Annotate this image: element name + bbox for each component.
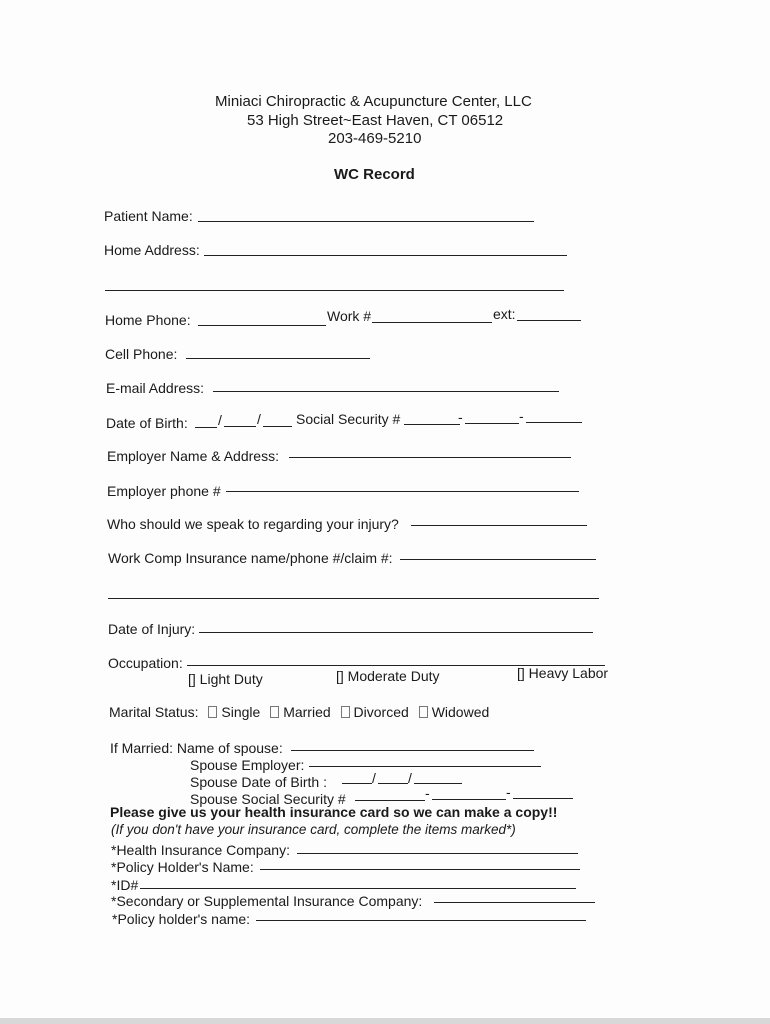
secondary-insurance-label: *Secondary or Supplemental Insurance Company: xyxy=(111,893,423,909)
practice-address: 53 High Street~East Haven, CT 06512 xyxy=(247,112,504,129)
id-number-label: *ID# xyxy=(111,877,139,893)
heavy-labor-option[interactable]: [] Heavy Labor xyxy=(517,665,609,681)
marital-status-label: Marital Status: xyxy=(109,704,199,720)
form-title: WC Record xyxy=(334,166,415,183)
spouse-dob-label: Spouse Date of Birth : xyxy=(190,774,327,790)
spouse-ssn-part2-field[interactable] xyxy=(432,799,506,800)
home-phone-label: Home Phone: xyxy=(105,312,191,328)
spouse-dob-slash-2: / xyxy=(408,770,412,786)
dob-month-field[interactable] xyxy=(195,427,217,428)
married-checkbox[interactable] xyxy=(270,706,279,718)
light-duty-option[interactable]: [] Light Duty xyxy=(188,671,263,687)
scan-bottom-edge xyxy=(0,1018,770,1024)
secondary-insurance-field[interactable] xyxy=(434,902,595,903)
widowed-label: Widowed xyxy=(431,704,490,720)
spouse-ssn-label: Spouse Social Security # xyxy=(190,791,346,807)
policy-holder-name-field[interactable] xyxy=(260,869,580,870)
ssn-dash-1: - xyxy=(458,409,463,425)
insurance-card-note: (If you don't have your insurance card, complete the items marked*) xyxy=(111,822,516,837)
ext-field[interactable] xyxy=(517,320,581,321)
id-number-field[interactable] xyxy=(140,888,576,889)
patient-name-field[interactable] xyxy=(198,221,534,222)
spouse-dob-slash-1: / xyxy=(372,770,376,786)
spouse-name-field[interactable] xyxy=(291,750,534,751)
dob-slash-2: / xyxy=(257,411,261,427)
health-insurance-company-field[interactable] xyxy=(297,853,578,854)
spouse-ssn-part3-field[interactable] xyxy=(513,798,573,799)
work-comp-insurance-label: Work Comp Insurance name/phone #/claim #: xyxy=(108,550,393,566)
dob-label: Date of Birth: xyxy=(106,415,188,431)
spouse-ssn-dash-2: - xyxy=(506,784,511,800)
spouse-dob-day-field[interactable] xyxy=(378,783,408,784)
dob-slash-1: / xyxy=(218,412,222,428)
home-address-field-line2[interactable] xyxy=(105,290,564,291)
ssn-part1-field[interactable] xyxy=(404,424,460,425)
ssn-label: Social Security # xyxy=(296,411,401,427)
health-insurance-company-label: *Health Insurance Company: xyxy=(111,842,290,858)
contact-person-label: Who should we speak to regarding your injury? xyxy=(107,516,399,532)
ext-label: ext: xyxy=(493,306,516,322)
home-phone-field[interactable] xyxy=(198,325,326,326)
divorced-label: Divorced xyxy=(353,704,409,720)
marital-status-row xyxy=(109,704,489,720)
single-label: Single xyxy=(221,704,261,720)
spouse-dob-year-field[interactable] xyxy=(414,783,462,784)
moderate-duty-option[interactable]: [] Moderate Duty xyxy=(336,668,440,684)
ssn-part3-field[interactable] xyxy=(526,422,582,423)
employer-phone-label: Employer phone # xyxy=(107,483,221,499)
work-number-field[interactable] xyxy=(372,322,492,323)
email-field[interactable] xyxy=(213,391,559,392)
spouse-ssn-dash-1: - xyxy=(425,785,430,801)
insurance-card-request: Please give us your health insurance card so we can make a copy!! xyxy=(110,804,558,820)
widowed-checkbox[interactable] xyxy=(419,706,428,718)
cell-phone-label: Cell Phone: xyxy=(105,346,178,362)
practice-phone: 203-469-5210 xyxy=(328,130,422,147)
employer-name-address-field[interactable] xyxy=(289,457,571,458)
occupation-label: Occupation: xyxy=(108,655,183,671)
date-of-injury-label: Date of Injury: xyxy=(108,621,196,637)
secondary-policy-holder-label: *Policy holder's name: xyxy=(112,911,251,927)
policy-holder-name-label: *Policy Holder's Name: xyxy=(111,859,254,875)
spouse-name-label: If Married: Name of spouse: xyxy=(110,740,283,756)
cell-phone-field[interactable] xyxy=(186,358,370,359)
work-comp-insurance-field[interactable] xyxy=(400,559,596,560)
practice-name: Miniaci Chiropractic & Acupuncture Center, LLC xyxy=(215,93,532,110)
employer-name-address-label: Employer Name & Address: xyxy=(107,448,279,464)
work-number-label: Work # xyxy=(327,308,372,324)
single-checkbox[interactable] xyxy=(208,706,217,718)
date-of-injury-field[interactable] xyxy=(199,632,593,633)
email-label: E-mail Address: xyxy=(106,380,205,396)
ssn-dash-2: - xyxy=(519,408,524,424)
home-address-field[interactable] xyxy=(204,255,567,256)
secondary-policy-holder-field[interactable] xyxy=(256,920,586,921)
divorced-checkbox[interactable] xyxy=(341,706,350,718)
spouse-ssn-part1-field[interactable] xyxy=(355,800,425,801)
dob-year-field[interactable] xyxy=(263,426,292,427)
married-label: Married xyxy=(283,704,331,720)
contact-person-field[interactable] xyxy=(411,525,587,526)
spouse-dob-month-field[interactable] xyxy=(342,783,372,784)
dob-day-field[interactable] xyxy=(224,426,256,427)
employer-phone-field[interactable] xyxy=(226,491,579,492)
work-comp-insurance-field-line2[interactable] xyxy=(108,598,599,599)
spouse-employer-field[interactable] xyxy=(309,766,541,767)
patient-name-label: Patient Name: xyxy=(104,208,193,224)
home-address-label: Home Address: xyxy=(104,242,200,258)
ssn-part2-field[interactable] xyxy=(465,423,519,424)
spouse-employer-label: Spouse Employer: xyxy=(190,757,305,773)
